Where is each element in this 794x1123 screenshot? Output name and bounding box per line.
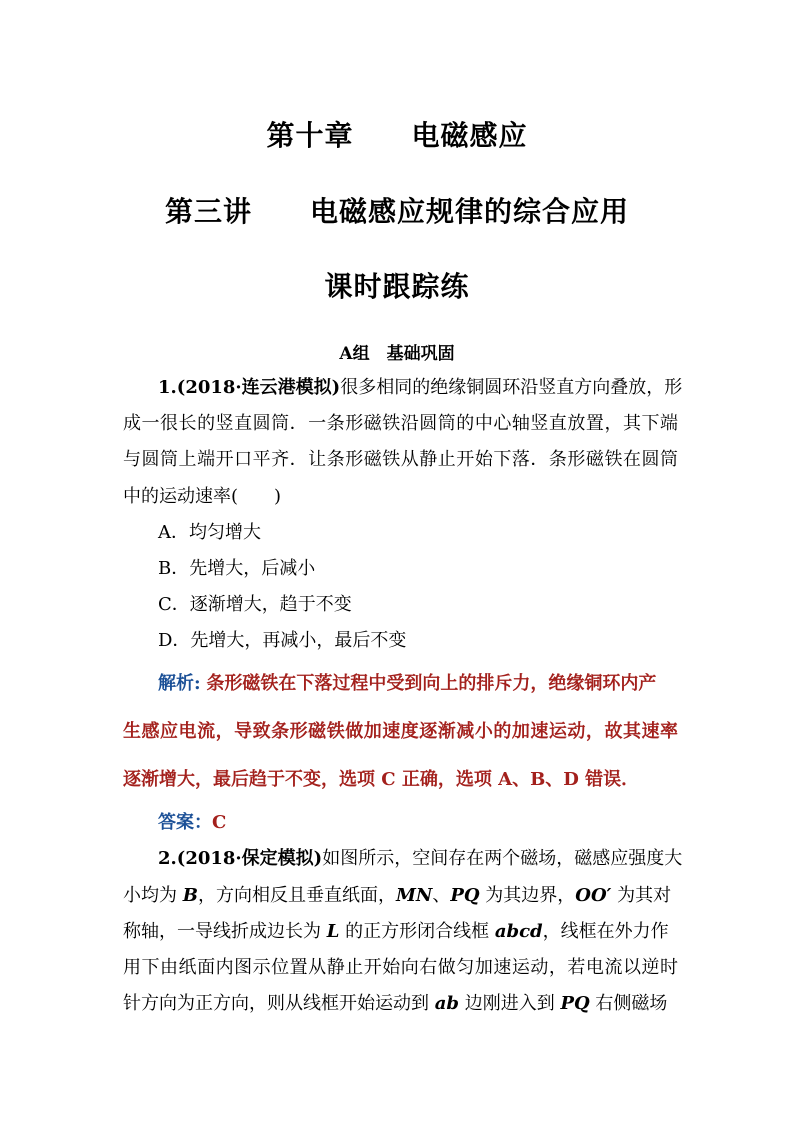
symbol-B: B xyxy=(182,885,198,906)
q2-l2-d: 为其边界， xyxy=(479,885,576,906)
chapter-title: 第十章 电磁感应 xyxy=(266,119,528,152)
q1-line-4: 中的运动速率( ) xyxy=(123,486,282,507)
q1-number: 1. xyxy=(158,377,177,398)
q2-line-1 xyxy=(158,847,683,871)
q2-l2-e: 为其对 xyxy=(611,885,672,906)
q1-option-b: B．先增大，后减小 xyxy=(158,558,316,579)
group-title: A组 基础巩固 xyxy=(339,344,455,364)
q1-analysis-line-2: 生感应电流，导致条形磁铁做加速度逐渐减小的加速运动，故其速率 xyxy=(123,721,678,742)
q2-l3-b: 的正方形闭合线框 xyxy=(339,921,495,942)
answer-value: C xyxy=(212,812,227,833)
q2-number: 2. xyxy=(158,848,177,869)
answer-label: 答案： xyxy=(158,812,212,833)
q2-l2-c: 、 xyxy=(432,885,451,906)
q2-l2-a: 小均为 xyxy=(123,885,183,906)
q2-line-5 xyxy=(123,992,678,1016)
q1-option-a: A．均匀增大 xyxy=(158,522,261,543)
q2-l3-a: 称轴，一导线折成边长为 xyxy=(123,921,327,942)
q1-option-c: C．逐渐增大，趋于不变 xyxy=(158,594,352,615)
symbol-abcd: abcd xyxy=(494,921,543,942)
symbol-L: L xyxy=(326,921,340,942)
q2-line-3 xyxy=(123,920,678,944)
q1-line-1 xyxy=(158,376,683,400)
symbol-OO: OO′ xyxy=(575,885,612,906)
q1-option-d: D．先增大，再减小，最后不变 xyxy=(158,630,407,651)
analysis-label: 解析: xyxy=(158,673,201,694)
q1-source: (2018·连云港模拟) xyxy=(176,377,341,398)
analysis-text-1: 条形磁铁在下落过程中受到向上的排斥力，绝缘铜环内产 xyxy=(206,673,657,694)
symbol-PQ: PQ xyxy=(450,885,480,906)
q2-l3-c: ，线框在外力作 xyxy=(542,921,669,942)
symbol-PQ-2: PQ xyxy=(560,993,590,1014)
q2-l5-c: 右侧磁场 xyxy=(589,993,668,1014)
q1-stem-1: 很多相同的绝缘铜圆环沿竖直方向叠放，形 xyxy=(340,377,683,398)
symbol-ab: ab xyxy=(434,993,459,1014)
lecture-title: 第三讲 电磁感应规律的综合应用 xyxy=(164,195,629,228)
symbol-MN: MN xyxy=(395,885,433,906)
q2-text-1: 如图所示，空间存在两个磁场，磁感应强度大 xyxy=(322,848,683,869)
q1-answer xyxy=(158,811,713,835)
q2-l2-b: ，方向相反且垂直纸面， xyxy=(197,885,396,906)
q1-line-3: 与圆筒上端开口平齐．让条形磁铁从静止开始下落．条形磁铁在圆筒 xyxy=(123,449,678,470)
q2-line-2 xyxy=(123,884,678,908)
q1-analysis-line-1 xyxy=(158,672,678,696)
q2-l5-a: 针方向为正方向，则从线框开始运动到 xyxy=(123,993,435,1014)
subtitle: 课时跟踪练 xyxy=(324,270,470,303)
q2-line-4: 用下由纸面内图示位置从静止开始向右做匀加速运动，若电流以逆时 xyxy=(123,957,678,978)
q1-line-2: 成一很长的竖直圆筒．一条形磁铁沿圆筒的中心轴竖直放置，其下端 xyxy=(123,413,678,434)
q2-source: (2018·保定模拟) xyxy=(176,848,323,869)
q1-analysis-line-3: 逐渐增大，最后趋于不变，选项 C 正确，选项 A、B、D 错误． xyxy=(123,769,640,790)
q2-l5-b: 边刚进入到 xyxy=(458,993,561,1014)
